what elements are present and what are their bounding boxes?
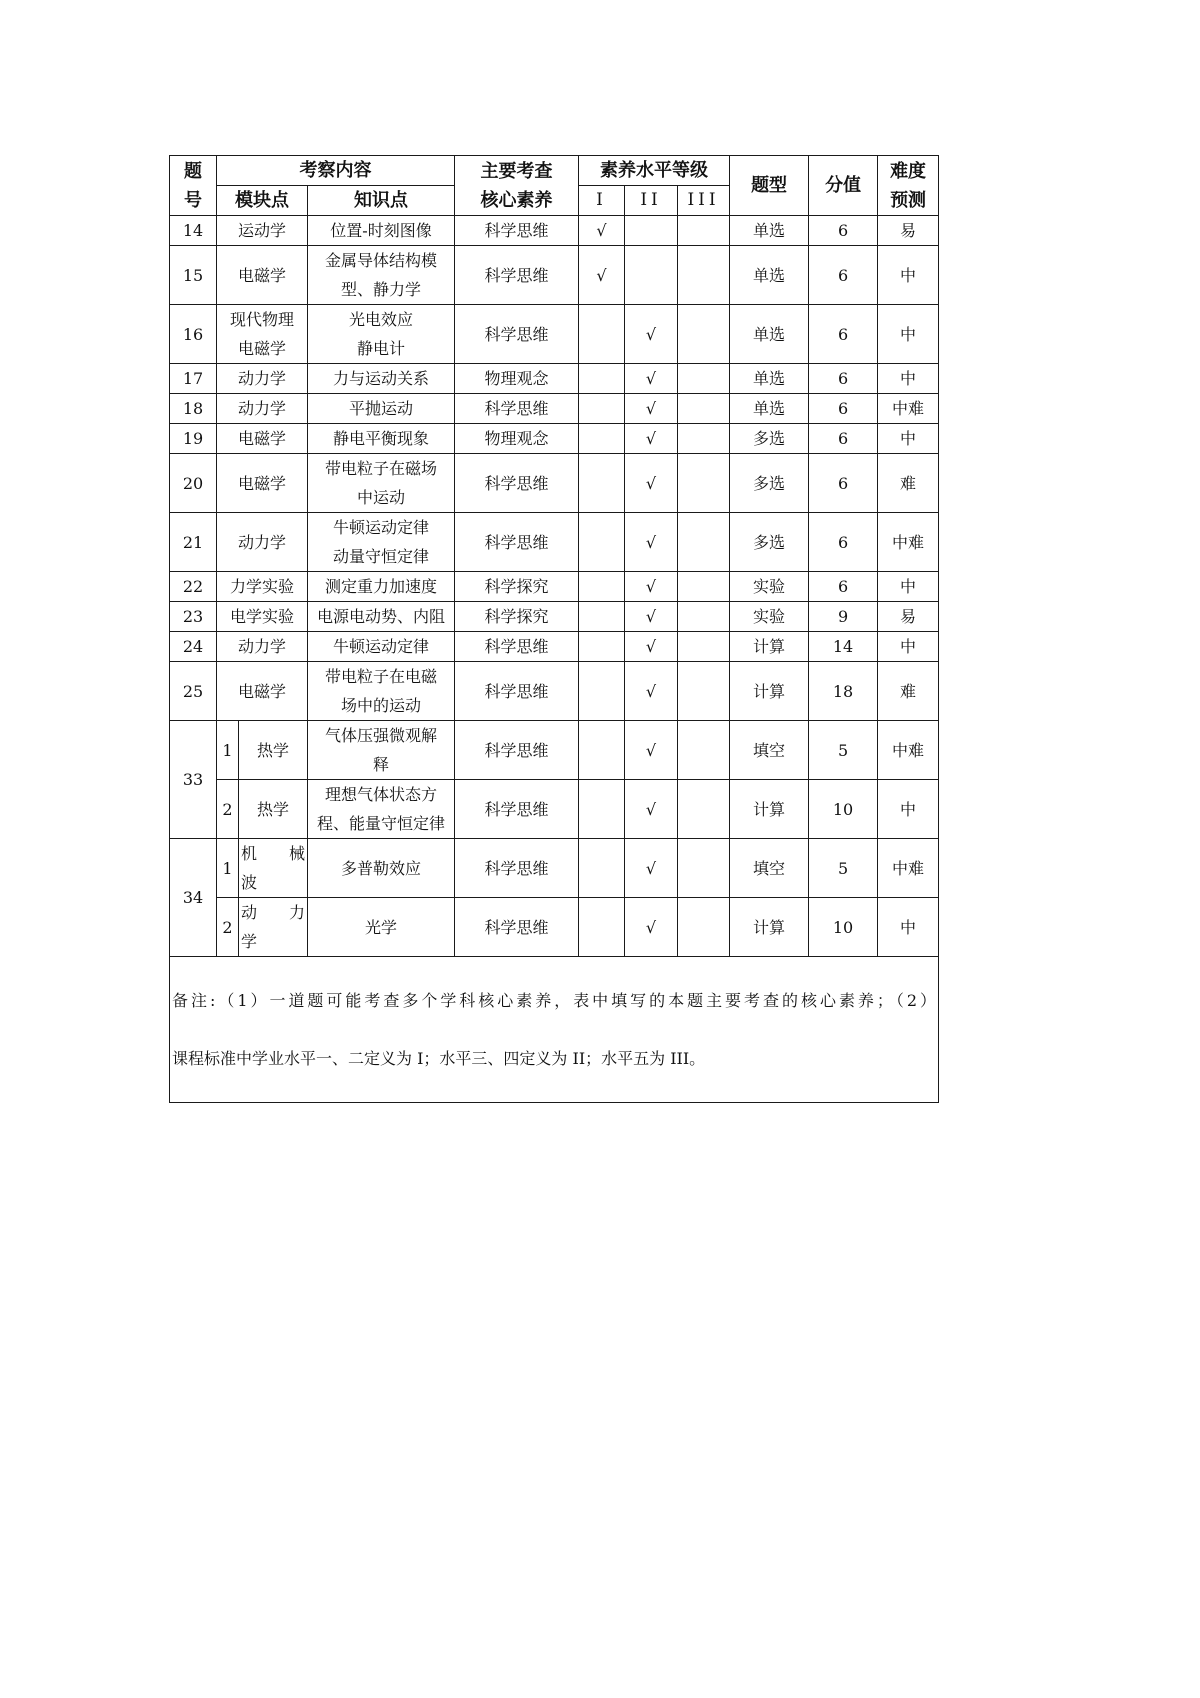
question-number-cell: 15: [170, 246, 217, 305]
score-cell: 6: [809, 246, 878, 305]
core-literacy-cell: 科学思维: [455, 662, 579, 721]
module-point-cell: 电磁学: [217, 454, 308, 513]
core-literacy-cell: 科学思维: [455, 394, 579, 424]
core-literacy-cell: 科学思维: [455, 246, 579, 305]
table-row: [170, 513, 939, 572]
question-type-cell: 单选: [730, 305, 809, 364]
difficulty-cell: 难: [878, 454, 939, 513]
level-1-cell: [579, 454, 625, 513]
difficulty-cell: 中: [878, 898, 939, 957]
knowledge-point-cell: 多普勒效应: [308, 839, 455, 898]
knowledge-point-cell: 光电效应 静电计: [308, 305, 455, 364]
level-1-cell: [579, 662, 625, 721]
question-number-cell: 16: [170, 305, 217, 364]
level-3-cell: [678, 780, 730, 839]
difficulty-cell: 中难: [878, 513, 939, 572]
knowledge-point-cell: 牛顿运动定律: [308, 632, 455, 662]
difficulty-cell: 中难: [878, 394, 939, 424]
table-row: [170, 602, 939, 632]
core-literacy-cell: 科学思维: [455, 216, 579, 246]
score-cell: 10: [809, 780, 878, 839]
header-row-1: [170, 156, 939, 186]
core-literacy-cell: 科学思维: [455, 721, 579, 780]
level-3-cell: [678, 394, 730, 424]
level-2-cell: √: [625, 602, 678, 632]
table-row: [170, 454, 939, 513]
difficulty-cell: 中难: [878, 721, 939, 780]
question-number-cell: 22: [170, 572, 217, 602]
score-cell: 5: [809, 721, 878, 780]
module-point-cell: 电磁学: [217, 246, 308, 305]
module-point-cell: 机械 波: [239, 839, 308, 898]
header-exam-content: 考察内容: [217, 156, 455, 186]
question-number-cell: 25: [170, 662, 217, 721]
module-point-cell: 电学实验: [217, 602, 308, 632]
level-1-cell: [579, 721, 625, 780]
module-point-cell: 现代物理 电磁学: [217, 305, 308, 364]
core-literacy-cell: 科学思维: [455, 513, 579, 572]
core-literacy-cell: 科学思维: [455, 454, 579, 513]
score-cell: 6: [809, 572, 878, 602]
level-2-cell: √: [625, 394, 678, 424]
level-2-cell: √: [625, 305, 678, 364]
level-1-cell: [579, 780, 625, 839]
table-row: [170, 572, 939, 602]
level-3-cell: [678, 721, 730, 780]
difficulty-cell: 易: [878, 602, 939, 632]
module-point-cell: 电磁学: [217, 424, 308, 454]
level-3-cell: [678, 424, 730, 454]
level-1-cell: [579, 305, 625, 364]
header-difficulty: 难度 预测: [878, 156, 939, 216]
header-level-1: I: [579, 186, 625, 216]
level-3-cell: [678, 364, 730, 394]
knowledge-point-cell: 力与运动关系: [308, 364, 455, 394]
score-cell: 6: [809, 305, 878, 364]
level-3-cell: [678, 839, 730, 898]
table-body: [170, 156, 939, 1103]
knowledge-point-cell: 光学: [308, 898, 455, 957]
score-cell: 9: [809, 602, 878, 632]
knowledge-point-cell: 带电粒子在磁场 中运动: [308, 454, 455, 513]
level-2-cell: √: [625, 513, 678, 572]
table-row: [170, 424, 939, 454]
core-literacy-cell: 科学思维: [455, 632, 579, 662]
question-number-cell: 24: [170, 632, 217, 662]
knowledge-point-cell: 位置-时刻图像: [308, 216, 455, 246]
score-cell: 6: [809, 364, 878, 394]
score-cell: 6: [809, 513, 878, 572]
score-cell: 10: [809, 898, 878, 957]
exam-spec-table: [169, 155, 939, 1103]
module-point-cell: 运动学: [217, 216, 308, 246]
core-literacy-cell: 科学思维: [455, 898, 579, 957]
level-1-cell: [579, 513, 625, 572]
difficulty-cell: 中: [878, 364, 939, 394]
score-cell: 6: [809, 454, 878, 513]
core-literacy-cell: 科学探究: [455, 602, 579, 632]
question-type-cell: 多选: [730, 424, 809, 454]
knowledge-point-cell: 带电粒子在电磁 场中的运动: [308, 662, 455, 721]
question-number-cell: 34: [170, 839, 217, 957]
table-row: [170, 394, 939, 424]
difficulty-cell: 中: [878, 246, 939, 305]
question-type-cell: 实验: [730, 602, 809, 632]
level-1-cell: [579, 364, 625, 394]
module-point-cell: 动力学: [217, 364, 308, 394]
header-question-type: 题型: [730, 156, 809, 216]
table-row: [170, 632, 939, 662]
difficulty-cell: 中难: [878, 839, 939, 898]
question-number-cell: 33: [170, 721, 217, 839]
module-point-cell: 动力学: [217, 513, 308, 572]
level-2-cell: √: [625, 632, 678, 662]
score-cell: 5: [809, 839, 878, 898]
level-3-cell: [678, 602, 730, 632]
level-2-cell: √: [625, 721, 678, 780]
table-row: [170, 839, 939, 898]
question-type-cell: 单选: [730, 364, 809, 394]
level-2-cell: [625, 246, 678, 305]
level-3-cell: [678, 632, 730, 662]
question-number-cell: 14: [170, 216, 217, 246]
score-cell: 6: [809, 424, 878, 454]
module-point-cell: 动力 学: [239, 898, 308, 957]
table-row: [170, 780, 939, 839]
question-type-cell: 计算: [730, 662, 809, 721]
header-literacy-level: 素养水平等级: [579, 156, 730, 186]
header-level-3: III: [678, 186, 730, 216]
core-literacy-cell: 科学思维: [455, 839, 579, 898]
module-point-cell: 电磁学: [217, 662, 308, 721]
knowledge-point-cell: 测定重力加速度: [308, 572, 455, 602]
level-2-cell: √: [625, 424, 678, 454]
level-1-cell: √: [579, 246, 625, 305]
level-3-cell: [678, 662, 730, 721]
module-point-cell: 动力学: [217, 632, 308, 662]
question-type-cell: 单选: [730, 394, 809, 424]
level-2-cell: √: [625, 572, 678, 602]
level-1-cell: [579, 839, 625, 898]
module-point-cell: 动力学: [217, 394, 308, 424]
level-2-cell: √: [625, 454, 678, 513]
knowledge-point-cell: 电源电动势、内阻: [308, 602, 455, 632]
knowledge-point-cell: 气体压强微观解 释: [308, 721, 455, 780]
header-knowledge-point: 知识点: [308, 186, 455, 216]
knowledge-point-cell: 牛顿运动定律 动量守恒定律: [308, 513, 455, 572]
knowledge-point-cell: 平抛运动: [308, 394, 455, 424]
remarks-cell: [170, 957, 939, 1103]
header-level-2: II: [625, 186, 678, 216]
level-1-cell: [579, 572, 625, 602]
table-row: [170, 305, 939, 364]
remarks-line-1: 备注:（1）一道题可能考查多个学科核心素养，表中填写的本题主要考查的核心素养；（2）: [172, 991, 937, 1010]
level-1-cell: [579, 898, 625, 957]
level-1-cell: √: [579, 216, 625, 246]
difficulty-cell: 难: [878, 662, 939, 721]
question-type-cell: 多选: [730, 513, 809, 572]
remarks-line-2: 课程标准中学业水平一、二定义为 I；水平三、四定义为 II；水平五为 III。: [172, 1049, 706, 1068]
level-3-cell: [678, 246, 730, 305]
knowledge-point-cell: 静电平衡现象: [308, 424, 455, 454]
knowledge-point-cell: 金属导体结构模 型、静力学: [308, 246, 455, 305]
table-row: [170, 364, 939, 394]
question-type-cell: 实验: [730, 572, 809, 602]
level-3-cell: [678, 513, 730, 572]
question-number-cell: 19: [170, 424, 217, 454]
difficulty-cell: 中: [878, 305, 939, 364]
level-2-cell: √: [625, 898, 678, 957]
level-2-cell: √: [625, 662, 678, 721]
module-point-cell: 热学: [239, 721, 308, 780]
core-literacy-cell: 科学思维: [455, 780, 579, 839]
question-type-cell: 计算: [730, 780, 809, 839]
sub-question-cell: 2: [217, 898, 239, 957]
question-type-cell: 单选: [730, 246, 809, 305]
score-cell: 18: [809, 662, 878, 721]
level-3-cell: [678, 898, 730, 957]
level-2-cell: √: [625, 839, 678, 898]
header-score: 分值: [809, 156, 878, 216]
level-3-cell: [678, 454, 730, 513]
header-core-literacy: 主要考查 核心素养: [455, 156, 579, 216]
core-literacy-cell: 物理观念: [455, 364, 579, 394]
level-2-cell: √: [625, 780, 678, 839]
sub-question-cell: 2: [217, 780, 239, 839]
module-point-cell: 力学实验: [217, 572, 308, 602]
level-2-cell: [625, 216, 678, 246]
module-point-cell: 热学: [239, 780, 308, 839]
header-module-point: 模块点: [217, 186, 308, 216]
question-number-cell: 23: [170, 602, 217, 632]
core-literacy-cell: 物理观念: [455, 424, 579, 454]
table-row: [170, 216, 939, 246]
question-type-cell: 计算: [730, 632, 809, 662]
core-literacy-cell: 科学思维: [455, 305, 579, 364]
table-row: [170, 898, 939, 957]
difficulty-cell: 中: [878, 424, 939, 454]
score-cell: 6: [809, 216, 878, 246]
remarks-row: [170, 957, 939, 1103]
knowledge-point-cell: 理想气体状态方 程、能量守恒定律: [308, 780, 455, 839]
level-1-cell: [579, 632, 625, 662]
score-cell: 14: [809, 632, 878, 662]
question-type-cell: 计算: [730, 898, 809, 957]
sub-question-cell: 1: [217, 721, 239, 780]
level-1-cell: [579, 602, 625, 632]
question-number-cell: 21: [170, 513, 217, 572]
table-row: [170, 662, 939, 721]
level-1-cell: [579, 394, 625, 424]
level-2-cell: √: [625, 364, 678, 394]
table-row: [170, 721, 939, 780]
level-1-cell: [579, 424, 625, 454]
question-type-cell: 单选: [730, 216, 809, 246]
question-type-cell: 填空: [730, 721, 809, 780]
question-type-cell: 填空: [730, 839, 809, 898]
question-number-cell: 18: [170, 394, 217, 424]
difficulty-cell: 易: [878, 216, 939, 246]
level-3-cell: [678, 305, 730, 364]
header-question-number: 题 号: [170, 156, 217, 216]
score-cell: 6: [809, 394, 878, 424]
level-3-cell: [678, 216, 730, 246]
question-number-cell: 20: [170, 454, 217, 513]
question-number-cell: 17: [170, 364, 217, 394]
level-3-cell: [678, 572, 730, 602]
core-literacy-cell: 科学探究: [455, 572, 579, 602]
difficulty-cell: 中: [878, 572, 939, 602]
difficulty-cell: 中: [878, 780, 939, 839]
difficulty-cell: 中: [878, 632, 939, 662]
question-type-cell: 多选: [730, 454, 809, 513]
sub-question-cell: 1: [217, 839, 239, 898]
table-row: [170, 246, 939, 305]
